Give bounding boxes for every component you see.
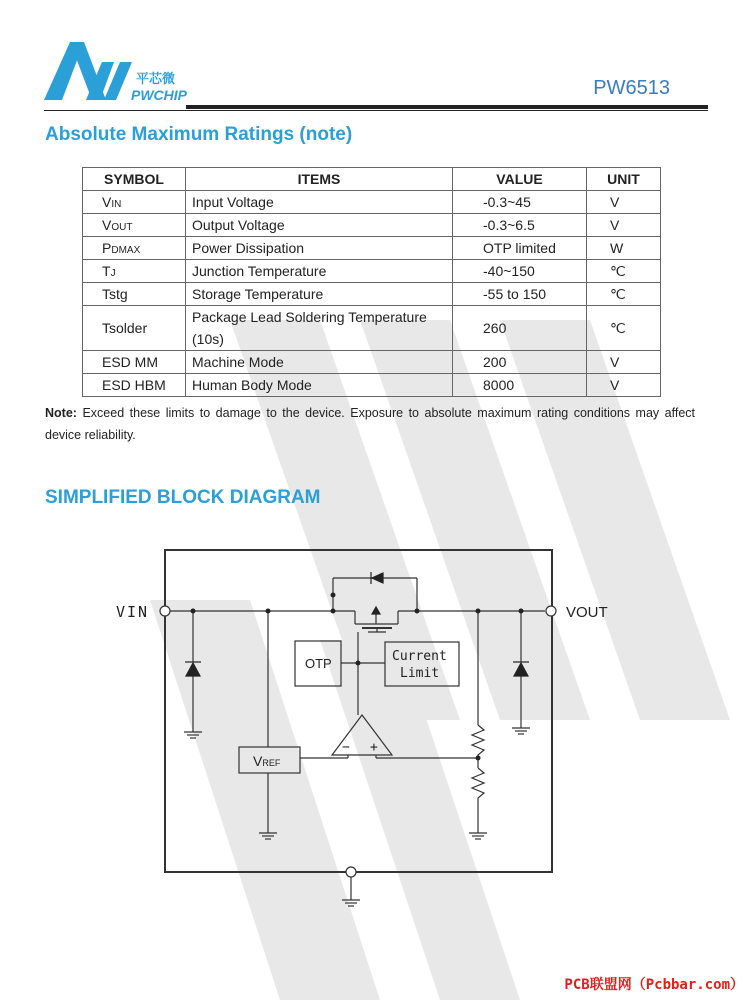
symbol-sub: IN bbox=[111, 199, 122, 210]
symbol-cell: ESD MM bbox=[83, 351, 186, 374]
vref-sub: REF bbox=[262, 758, 281, 768]
table-header-row bbox=[83, 168, 661, 191]
amr-table bbox=[82, 167, 661, 397]
amr-title: Absolute Maximum Ratings (note) bbox=[45, 124, 353, 145]
header-rule-thick bbox=[186, 105, 708, 109]
symbol-cell: Tstg bbox=[83, 283, 186, 306]
unit-cell: ℃ bbox=[587, 306, 661, 351]
opamp-plus: + bbox=[370, 740, 378, 755]
gnd-pin bbox=[346, 867, 356, 877]
vin-pin bbox=[160, 606, 170, 616]
symbol-sub: J bbox=[110, 268, 116, 279]
table-row bbox=[83, 237, 661, 260]
value-cell: 8000 bbox=[453, 374, 587, 397]
table-row bbox=[83, 283, 661, 306]
value-cell: -40~150 bbox=[453, 260, 587, 283]
opamp-minus: − bbox=[342, 740, 350, 755]
vref-label bbox=[253, 753, 281, 769]
current-limit-label-1: Current bbox=[392, 649, 447, 664]
header-value: VALUE bbox=[453, 168, 587, 191]
table-row bbox=[83, 260, 661, 283]
item-cell: Machine Mode bbox=[186, 351, 453, 374]
item-cell: Output Voltage bbox=[186, 214, 453, 237]
unit-cell: ℃ bbox=[587, 283, 661, 306]
table-row bbox=[83, 191, 661, 214]
pwchip-logo-icon bbox=[44, 40, 136, 104]
current-limit-label-2: Limit bbox=[400, 666, 440, 681]
table-row bbox=[83, 374, 661, 397]
logo-chinese-name: 平芯微 bbox=[136, 72, 176, 87]
vin-label: VIN bbox=[116, 603, 150, 621]
footer-watermark-text: PCB联盟网（Pcbbar.com） bbox=[564, 977, 744, 993]
part-number: PW6513 bbox=[593, 77, 670, 99]
note-label: Note: bbox=[45, 406, 77, 420]
symbol-sub: OUT bbox=[111, 222, 133, 233]
item-cell: Human Body Mode bbox=[186, 374, 453, 397]
symbol-main: V bbox=[102, 194, 112, 210]
amr-note bbox=[45, 402, 695, 446]
symbol-main: P bbox=[102, 240, 112, 256]
symbol-cell: Tsolder bbox=[83, 306, 186, 351]
value-cell: 260 bbox=[453, 306, 587, 351]
value-cell: -0.3~45 bbox=[453, 191, 587, 214]
header-symbol: SYMBOL bbox=[83, 168, 186, 191]
item-cell: Junction Temperature bbox=[186, 260, 453, 283]
vref-main: V bbox=[253, 753, 263, 769]
item-cell: Power Dissipation bbox=[186, 237, 453, 260]
table-row bbox=[83, 214, 661, 237]
symbol-cell bbox=[83, 214, 186, 237]
symbol-cell bbox=[83, 260, 186, 283]
table-row bbox=[83, 306, 661, 351]
unit-cell: V bbox=[587, 351, 661, 374]
vout-pin bbox=[546, 606, 556, 616]
value-cell: -0.3~6.5 bbox=[453, 214, 587, 237]
item-cell: Package Lead Soldering Temperature (10s) bbox=[186, 306, 453, 351]
unit-cell: W bbox=[587, 237, 661, 260]
header-unit: UNIT bbox=[587, 168, 661, 191]
table-row bbox=[83, 351, 661, 374]
unit-cell: V bbox=[587, 374, 661, 397]
otp-label: OTP bbox=[305, 656, 332, 671]
logo-english-name: PWCHIP bbox=[131, 87, 187, 103]
unit-cell: V bbox=[587, 214, 661, 237]
item-cell: Input Voltage bbox=[186, 191, 453, 214]
value-cell: 200 bbox=[453, 351, 587, 374]
header-items: ITEMS bbox=[186, 168, 453, 191]
symbol-cell bbox=[83, 237, 186, 260]
symbol-main: V bbox=[102, 217, 112, 233]
value-cell: -55 to 150 bbox=[453, 283, 587, 306]
symbol-sub: DMAX bbox=[111, 245, 141, 256]
note-text: Exceed these limits to damage to the device. Exposure to absolute maximum rating conditions may affect device reliability. bbox=[45, 406, 695, 442]
symbol-cell bbox=[83, 191, 186, 214]
value-cell: OTP limited bbox=[453, 237, 587, 260]
unit-cell: ℃ bbox=[587, 260, 661, 283]
block-diagram-title: SIMPLIFIED BLOCK DIAGRAM bbox=[45, 487, 321, 508]
block-diagram bbox=[0, 530, 750, 920]
symbol-main: T bbox=[102, 263, 111, 279]
unit-cell: V bbox=[587, 191, 661, 214]
symbol-cell: ESD HBM bbox=[83, 374, 186, 397]
vout-label: VOUT bbox=[566, 604, 608, 621]
item-cell: Storage Temperature bbox=[186, 283, 453, 306]
header-rule-thin bbox=[44, 110, 708, 111]
